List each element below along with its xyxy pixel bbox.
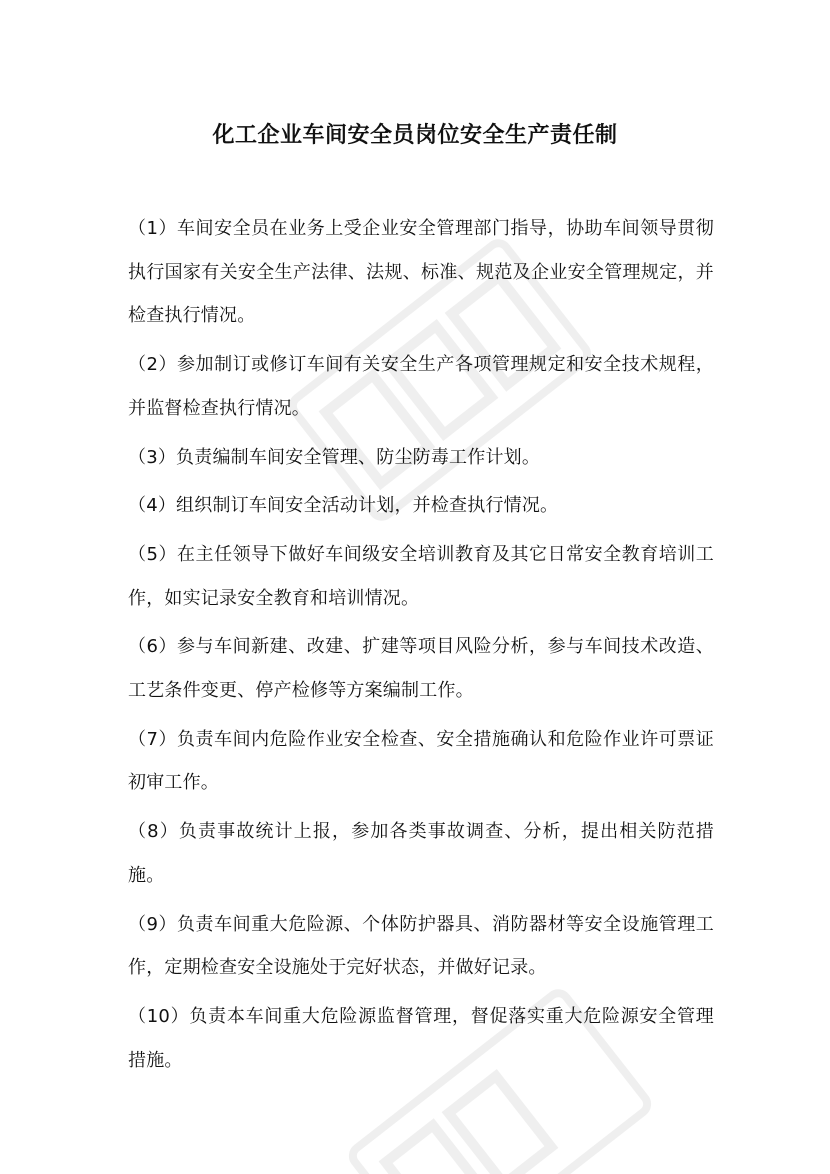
responsibility-item-8: （8）负责事故统计上报，参加各类事故调查、分析，提出相关防范措施。 — [128, 821, 714, 886]
responsibility-item-9: （9）负责车间重大危险源、个体防护器具、消防器材等安全设施管理工作，定期检查安全设施处于完好状态，并做好记录。 — [128, 913, 714, 979]
responsibility-item-5: （5）在主任领导下做好车间级安全培训教育及其它日常安全教育培训工作，如实记录安全教育和培训情况。 — [128, 543, 714, 609]
responsibility-item-1: （1）车间安全员在业务上受企业安全管理部门指导，协助车间领导贯彻执行国家有关安全生产法律、法规、标准、规范及企业安全管理规定，并检查执行情况。 — [128, 218, 714, 327]
document-body — [128, 207, 714, 1087]
responsibility-item-10: （10）负责本车间重大危险源监督管理，督促落实重大危险源安全管理措施。 — [128, 1005, 714, 1071]
responsibility-item-7: （7）负责车间内危险作业安全检查、安全措施确认和危险作业许可票证初审工作。 — [128, 728, 714, 794]
responsibility-item-3: （3）负责编制车间安全管理、防尘防毒工作计划。 — [128, 446, 541, 468]
responsibility-item-6: （6）参与车间新建、改建、扩建等项目风险分析，参与车间技术改造、工艺条件变更、停产检修等方案编制工作。 — [128, 636, 714, 702]
responsibility-item-4: （4）组织制订车间安全活动计划，并检查执行情况。 — [128, 495, 559, 517]
responsibility-item-2: （2）参加制订或修订车间有关安全生产各项管理规定和安全技术规程，并监督检查执行情况。 — [128, 354, 714, 419]
document-title: 化工企业车间安全员岗位安全生产责任制 — [212, 123, 618, 148]
